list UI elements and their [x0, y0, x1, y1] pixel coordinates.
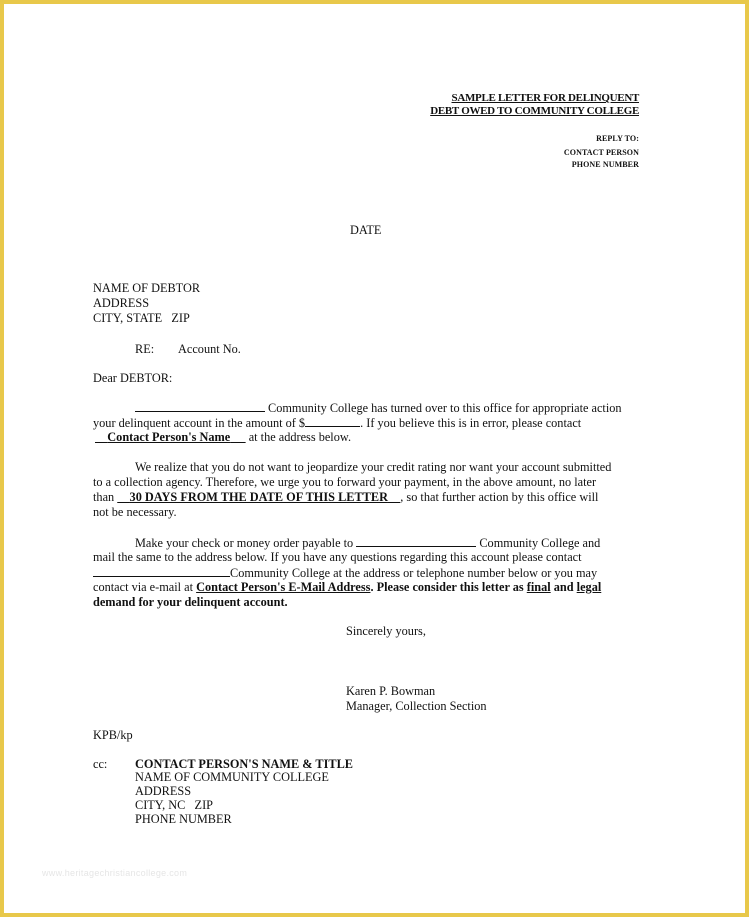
cc-college-name: NAME OF COMMUNITY COLLEGE	[135, 770, 329, 784]
para3-line3	[93, 565, 643, 581]
para2-text-3: than	[93, 490, 115, 504]
cc-label: cc:	[93, 757, 108, 771]
para2-text-1: We realize that you do not want to jeopardize your credit rating nor want your account submitted	[135, 460, 612, 474]
blank-amount	[305, 415, 360, 427]
para3-text-7: demand for your delinquent account.	[93, 595, 288, 609]
letter-date: DATE	[350, 223, 382, 237]
re-label: RE:	[135, 342, 155, 356]
debtor-name: NAME OF DEBTOR	[93, 281, 201, 295]
para3-line4	[93, 580, 643, 595]
para1-line1	[93, 400, 643, 416]
para1-line3	[93, 430, 643, 445]
para2-text-5: not be necessary.	[93, 505, 177, 519]
para3-text-2: Community College and	[479, 536, 601, 550]
para3-line5	[93, 595, 643, 610]
para2-line1	[93, 460, 643, 475]
blank-college-name	[135, 400, 265, 412]
blank-contact-college	[93, 565, 230, 577]
title-line-2: DEBT OWED TO COMMUNITY COLLEGE	[430, 105, 639, 117]
signature-name: Karen P. Bowman	[346, 684, 436, 698]
closing: Sincerely yours,	[346, 624, 426, 638]
cc-city-state-zip: CITY, NC ZIP	[135, 798, 214, 812]
para2-line4	[93, 505, 643, 520]
contact-person-name	[95, 430, 246, 444]
para3-line1	[93, 535, 643, 551]
final-word: final	[526, 580, 551, 594]
blank-payable-to	[356, 535, 476, 547]
payment-deadline-text: 30 DAYS FROM THE DATE OF THIS LETTER	[129, 490, 388, 504]
cc-address: ADDRESS	[135, 784, 192, 798]
letter-page	[4, 4, 745, 913]
para1-text-1: Community College has turned over to this office for appropriate action	[268, 401, 622, 415]
reply-contact-person: CONTACT PERSON	[563, 148, 639, 157]
reply-to-label: REPLY TO:	[596, 134, 639, 143]
para3-text-4: Community College at the address or telephone number below or you may	[230, 566, 598, 580]
debtor-city-state-zip: CITY, STATE ZIP	[93, 311, 190, 325]
para2-line2	[93, 475, 643, 490]
para1-text-2: your delinquent account in the amount of $	[93, 416, 306, 430]
title-line-1: SAMPLE LETTER FOR DELINQUENT	[451, 92, 639, 104]
watermark-text: www.heritagechristiancollege.com	[42, 868, 188, 878]
para2-text-4: , so that further action by this office will	[400, 490, 599, 504]
legal-word: legal	[576, 580, 602, 594]
para3-text-1: Make your check or money order payable to	[135, 536, 354, 550]
debtor-address: ADDRESS	[93, 296, 150, 310]
cc-phone-number: PHONE NUMBER	[135, 812, 232, 826]
para1-text-3: . If you believe this is in error, please contact	[360, 416, 582, 430]
contact-email: Contact Person's E-Mail Address	[196, 580, 371, 594]
para2-text-2: to a collection agency. Therefore, we urge you to forward your payment, in the above amount, no later	[93, 475, 597, 489]
reply-phone-number: PHONE NUMBER	[571, 160, 639, 169]
re-account-number: Account No.	[178, 342, 241, 356]
para1-line2	[93, 415, 643, 431]
payment-deadline	[117, 490, 400, 504]
and-word: and	[553, 580, 574, 594]
salutation: Dear DEBTOR:	[93, 371, 173, 385]
initials: KPB/kp	[93, 728, 133, 742]
para2-line3	[93, 490, 643, 505]
contact-person-name-text: Contact Person's Name	[107, 430, 231, 444]
para3-text-6: . Please consider this letter as	[370, 580, 524, 594]
para3-text-5: contact via e-mail at	[93, 580, 194, 594]
para3-text-3: mail the same to the address below. If you have any questions regarding this account please contact	[93, 550, 582, 564]
signature-title: Manager, Collection Section	[346, 699, 487, 713]
para3-line2	[93, 550, 643, 565]
para1-text-4: at the address below.	[248, 430, 352, 444]
cc-contact-name-title: CONTACT PERSON'S NAME & TITLE	[135, 757, 353, 771]
